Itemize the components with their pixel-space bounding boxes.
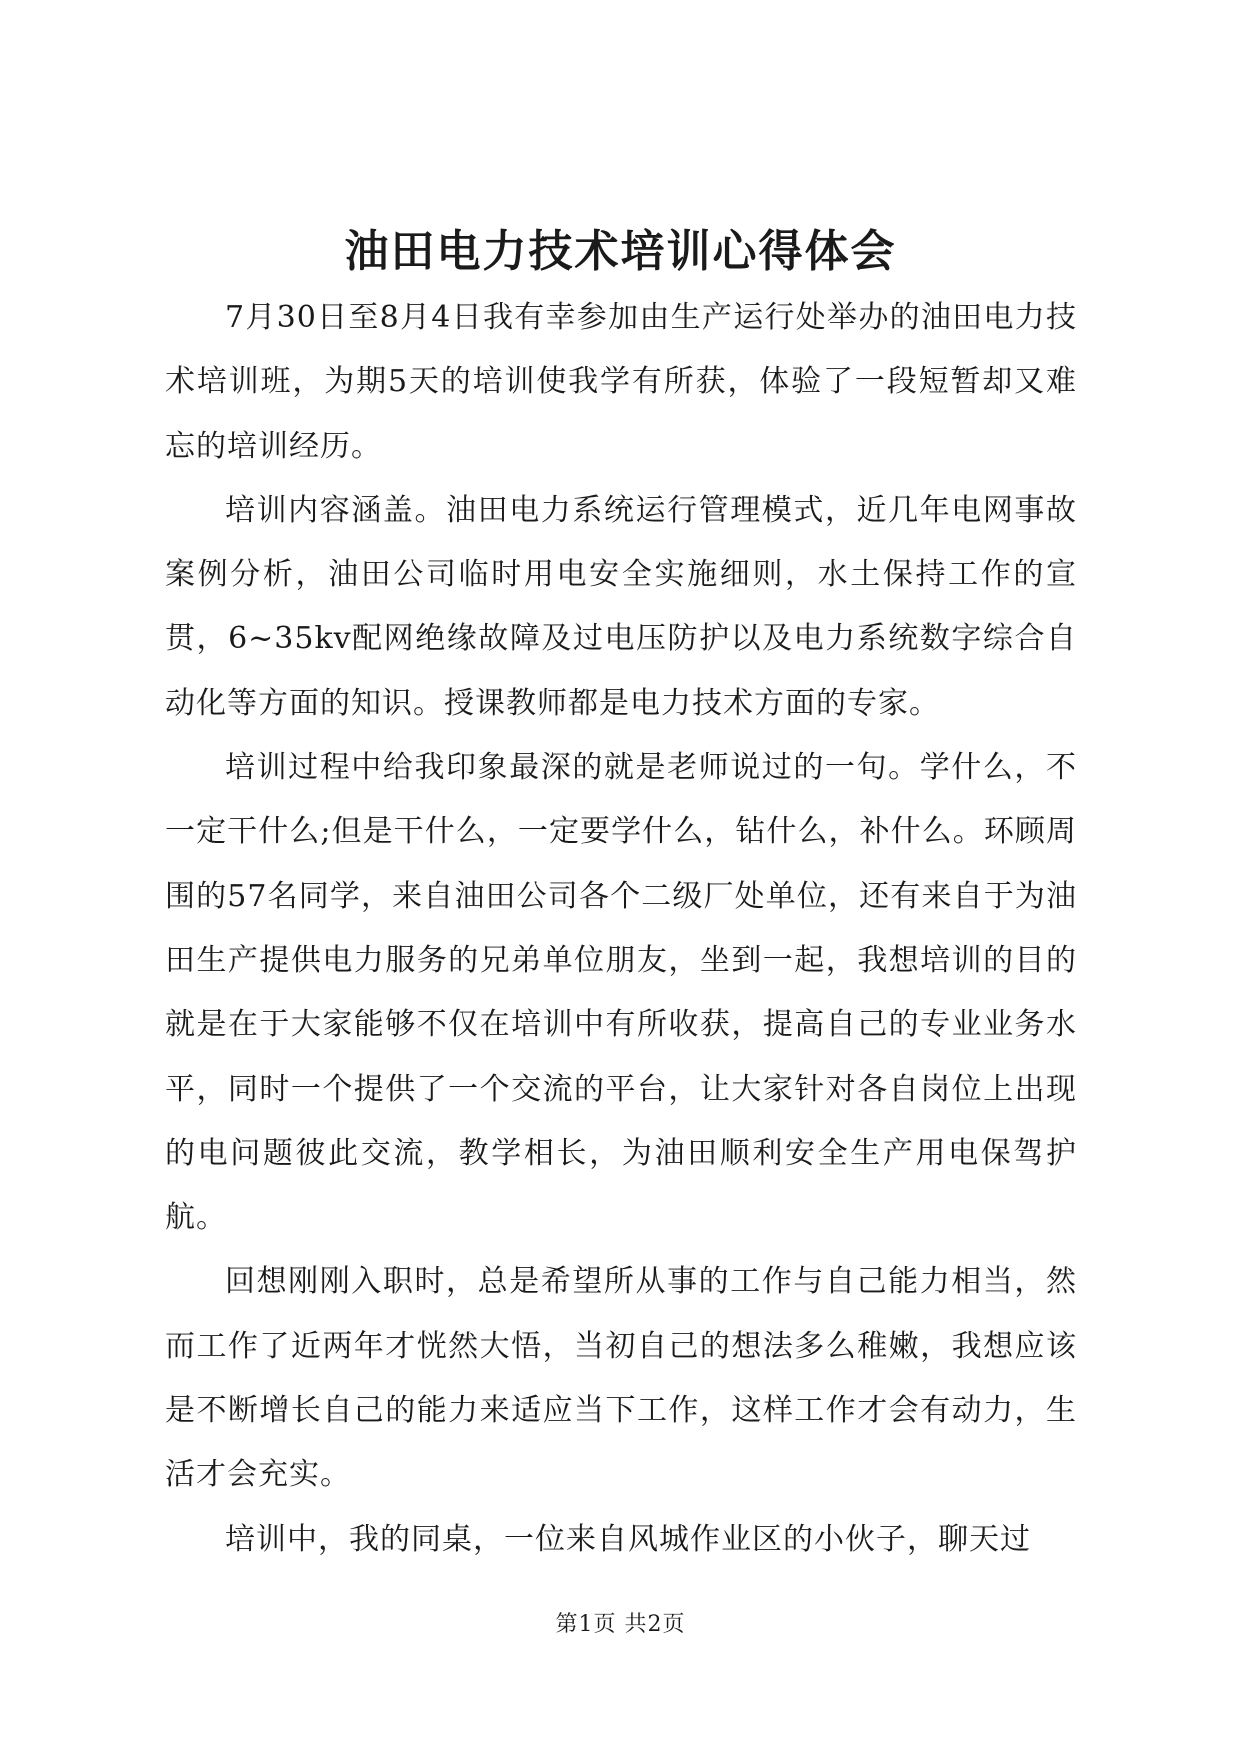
page-number-footer: 第1页 共2页 bbox=[555, 1612, 686, 1637]
paragraph: 培训过程中给我印象最深的就是老师说过的一句。学什么，不一定干什么;但是干什么，一定要学什么，钻什么，补什么。环顾周围的57名同学，来自油田公司各个二级厂处单位，还有来自于为油田生产提供电力服务的兄弟单位朋友，坐到一起，我想培训的目的就是在于大家能够不仅在培训中有所收获，提高自己的专业业务水平，同时一个提供了一个交流的平台，让大家针对各自岗位上出现的电问题彼此交流，教学相长，为油田顺利安全生产用电保驾护航。 bbox=[165, 750, 1077, 1236]
document-title: 油田电力技术培训心得体会 bbox=[344, 226, 897, 277]
paragraph: 7月30日至8月4日我有幸参加由生产运行处举办的油田电力技术培训班，为期5天的培训使我学有所获，体验了一段短暂却又难忘的培训经历。 bbox=[165, 300, 1077, 464]
paragraph: 培训中，我的同桌，一位来自风城作业区的小伙子，聊天过 bbox=[225, 1521, 1031, 1557]
document-body bbox=[165, 286, 1077, 1572]
paragraph: 回想刚刚入职时，总是希望所从事的工作与自己能力相当，然而工作了近两年才恍然大悟，当初自己的想法多么稚嫩，我想应该是不断增长自己的能力来适应当下工作，这样工作才会有动力，生活才会充实。 bbox=[165, 1264, 1077, 1493]
paragraph: 培训内容涵盖。油田电力系统运行管理模式，近几年电网事故案例分析，油田公司临时用电安全实施细则，水土保持工作的宣贯，6~35kv配网绝缘故障及过电压防护以及电力系统数字综合自动化等方面的知识。授课教师都是电力技术方面的专家。 bbox=[165, 492, 1077, 721]
